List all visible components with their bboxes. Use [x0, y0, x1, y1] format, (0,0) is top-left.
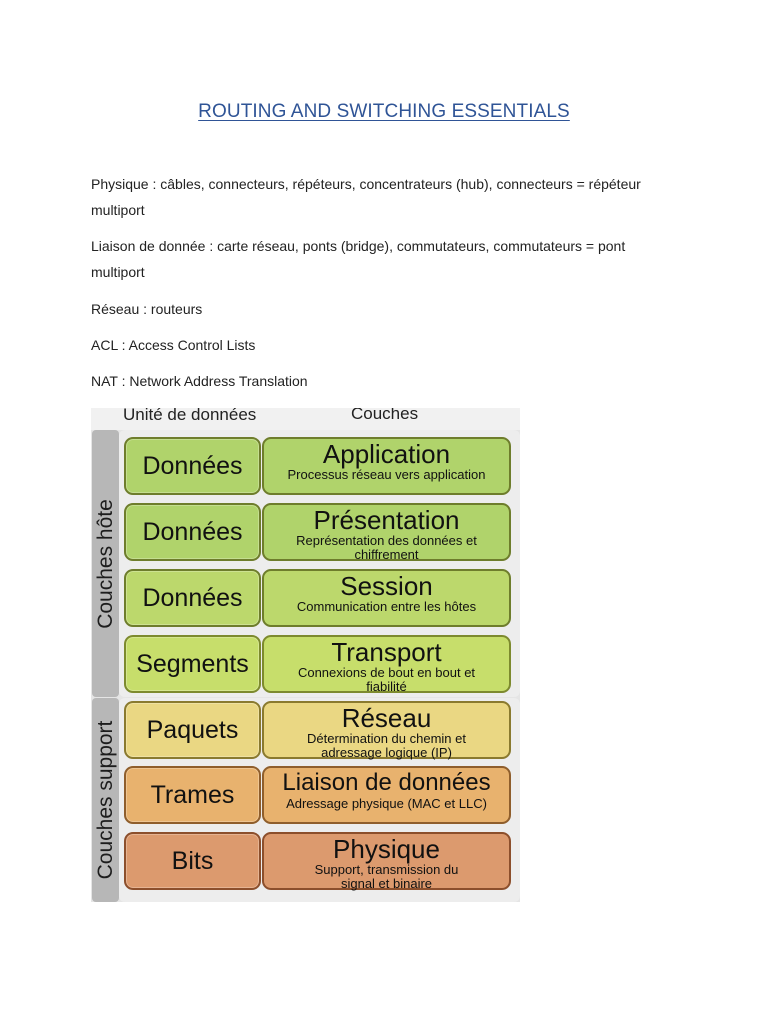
- unit-transport-row: Segments: [124, 635, 261, 693]
- layer-liaison-desc: Adressage physique (MAC et LLC): [286, 796, 487, 811]
- osi-model-figure: [91, 408, 520, 902]
- figure-header: [91, 408, 520, 430]
- layer-session-name: Session: [340, 571, 433, 601]
- unit-physique-row: Bits: [124, 832, 261, 890]
- header-data-unit: Unité de données: [123, 408, 257, 424]
- paragraph-physique: Physique : câbles, connecteurs, répéteurs, concentrateurs (hub), connecteurs = répéteur multiport: [91, 176, 641, 218]
- layer-application-name: Application: [322, 439, 451, 469]
- layer-liaison: [262, 766, 511, 824]
- host-layers-label: Couches hôte: [93, 498, 117, 629]
- layer-reseau: [262, 701, 511, 759]
- layer-liaison-name: Liaison de données: [282, 769, 491, 796]
- unit-reseau-row: Paquets: [124, 701, 261, 759]
- layer-presentation: [262, 503, 511, 561]
- host-layers-panel: [92, 430, 119, 697]
- unit-application-row: Données: [124, 437, 261, 495]
- paragraph-nat: NAT : Network Address Translation: [91, 373, 308, 389]
- layer-transport-desc: Connexions de bout en bout et fiabilité: [297, 665, 476, 694]
- support-layers-panel: [92, 698, 119, 902]
- layer-presentation-name: Présentation: [313, 505, 460, 535]
- layer-physique: [262, 832, 511, 890]
- header-layers: Couches: [351, 408, 419, 423]
- paragraph-acl: ACL : Access Control Lists: [91, 337, 256, 353]
- layer-physique-name: Physique: [333, 834, 440, 864]
- unit-session-row: Données: [124, 569, 261, 627]
- unit-presentation-row: Données: [124, 503, 261, 561]
- unit-liaison-row: Trames: [124, 766, 261, 824]
- layer-presentation-desc: Représentation des données et chiffrement: [296, 533, 477, 562]
- layer-application: [262, 437, 511, 495]
- layer-session: [262, 569, 511, 627]
- document-title: ROUTING AND SWITCHING ESSENTIALS: [198, 101, 570, 122]
- paragraph-reseau: Réseau : routeurs: [91, 301, 203, 317]
- layer-physique-desc: Support, transmission du signal et binaire: [314, 862, 459, 891]
- layer-reseau-desc: Détermination du chemin et adressage logique (IP): [307, 731, 466, 760]
- layer-transport-name: Transport: [331, 637, 442, 667]
- layer-transport: [262, 635, 511, 693]
- layer-session-desc: Communication entre les hôtes: [296, 599, 477, 614]
- layer-application-desc: Processus réseau vers application: [287, 467, 486, 482]
- layer-reseau-name: Réseau: [341, 703, 432, 733]
- support-layers-label: Couches support: [93, 720, 117, 880]
- paragraph-liaison: Liaison de donnée : carte réseau, ponts (bridge), commutateurs, commutateurs = pont multiport: [91, 238, 626, 280]
